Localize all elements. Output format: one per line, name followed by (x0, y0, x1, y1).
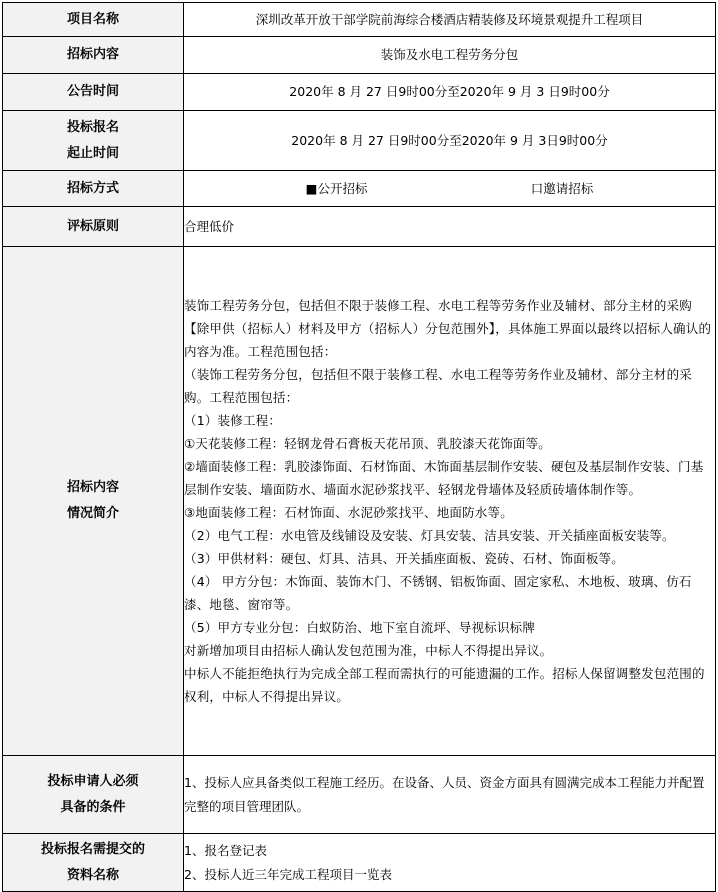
label-project-name: 项目名称 (3, 3, 184, 37)
value-scope (184, 247, 716, 756)
label-bid-method: 招标方式 (3, 171, 184, 207)
row-requirements (3, 756, 716, 834)
value-project-name: 深圳改革开放干部学院前海综合楼酒店精装修及环境景观提升工程项目 (184, 3, 716, 37)
label-requirements-line2: 具备的条件 (60, 799, 126, 815)
label-scope-line2: 情况简介 (66, 506, 119, 521)
scope-paragraph: （2）电气工程：水电管及线铺设及安装、灯具安装、洁具安装、开关插座面板安装等。 (184, 528, 675, 543)
row-eval-principle (3, 207, 716, 247)
value-requirements (184, 756, 716, 834)
row-documents (3, 834, 716, 892)
label-requirements-line1: 投标申请人必须 (47, 773, 139, 789)
invite-tender-option: 口邀请招标 (530, 180, 594, 196)
label-registration-line1: 投标报名 (66, 119, 119, 135)
row-announce-time (3, 74, 716, 111)
value-documents (184, 834, 716, 892)
value-registration-time: 2020年 8 月 27 日9时00分至2020年 9 月 3日9时00分 (184, 111, 716, 171)
label-registration-line2: 起止时间 (66, 145, 119, 161)
documents-item: 2、投标人近三年完成工程项目一览表 (184, 866, 392, 882)
scope-paragraph: 装饰工程劳务分包，包括但不限于装修工程、水电工程等劳务作业及辅材、部分主材的采购【除甲供（招标人）材料及甲方（招标人）分包范围外】，具体施工界面以最终以招标人确认的内容为准。工程范围包括： (184, 298, 712, 359)
scope-paragraph: 中标人不能拒绝执行为完成全部工程而需执行的可能遗漏的工作。招标人保留调整发包范围的权利，中标人不得提出异议。 (184, 666, 705, 704)
label-registration-time (3, 111, 184, 171)
value-bid-method (184, 171, 716, 207)
label-documents (3, 834, 184, 892)
scope-paragraph: （3）甲供材料：硬包、灯具、洁具、开关插座面板、瓷砖、石材、饰面板等。 (184, 551, 624, 566)
scope-paragraph: （装饰工程劳务分包，包括但不限于装修工程、水电工程等劳务作业及辅材、部分主材的采购。工程范围包括： (184, 367, 693, 405)
tender-info-table (2, 2, 716, 892)
documents-item: 1、报名登记表 (184, 842, 267, 858)
row-bid-content (3, 37, 716, 74)
scope-paragraph: ①天花装修工程：轻钢龙骨石膏板天花吊顶、乳胶漆天花饰面等。 (184, 436, 552, 451)
label-announce-time: 公告时间 (3, 74, 184, 111)
label-scope (3, 247, 184, 756)
label-documents-line1: 投标报名需提交的 (40, 841, 145, 857)
label-bid-content: 招标内容 (3, 37, 184, 74)
row-registration-time (3, 111, 716, 171)
label-eval-principle: 评标原则 (3, 207, 184, 247)
scope-paragraph: 对新增加项目由招标人确认发包范围为准，中标人不得提出异议。 (184, 643, 553, 658)
value-eval-principle: 合理低价 (184, 207, 716, 247)
open-tender-option: ■公开招标 (305, 180, 368, 196)
label-documents-line2: 资料名称 (66, 867, 119, 883)
row-bid-method (3, 171, 716, 207)
value-bid-content: 装饰及水电工程劳务分包 (184, 37, 716, 74)
scope-paragraph: ③地面装修工程：石材饰面、水泥砂浆找平、地面防水等。 (184, 505, 513, 520)
row-project-name (3, 3, 716, 37)
label-scope-line1: 招标内容 (66, 480, 119, 495)
scope-paragraph: （5）甲方专业分包：白蚁防治、地下室自流坪、导视标识标牌 (184, 620, 536, 635)
scope-paragraph: （1）装修工程： (184, 413, 282, 428)
requirements-text: 1、投标人应具备类似工程施工经历。在设备、人员、资金方面具有圆满完成本工程能力并配置完整的项目管理团队。 (184, 774, 705, 814)
label-requirements (3, 756, 184, 834)
scope-paragraph: （4） 甲方分包：木饰面、装饰木门、不锈钢、铝板饰面、固定家私、木地板、玻璃、仿石漆、地毯、窗帘等。 (184, 574, 692, 612)
row-scope (3, 247, 716, 756)
value-announce-time: 2020年 8 月 27 日9时00分至2020年 9 月 3 日9时00分 (184, 74, 716, 111)
scope-paragraph: ②墙面装修工程：乳胶漆饰面、石材饰面、木饰面基层制作安装、硬包及基层制作安装、门基层制作安装、墙面防水、墙面水泥砂浆找平、轻钢龙骨墙体及轻质砖墙体制作等。 (184, 459, 704, 497)
